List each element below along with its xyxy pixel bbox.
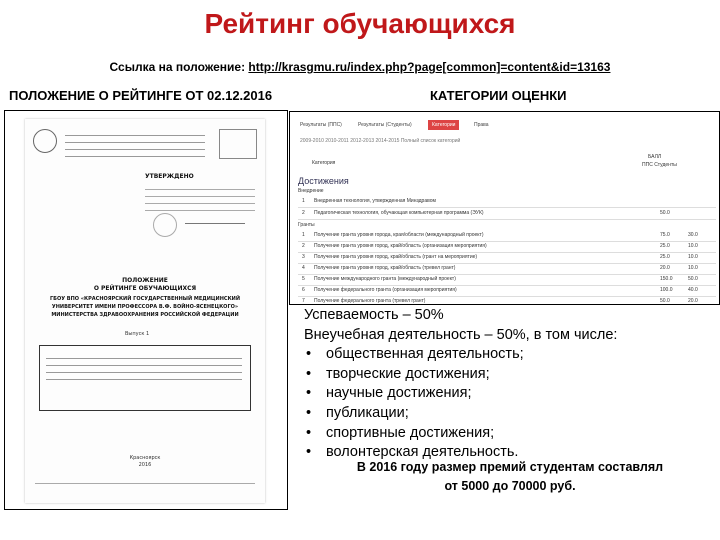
doc-issue: Выпуск 1: [125, 331, 150, 337]
bonus-note: [300, 458, 720, 496]
list-item: • спортивные достижения;: [304, 424, 714, 444]
tab-results-staff: Результаты (ППС): [300, 122, 342, 128]
col-category: Категория: [312, 160, 336, 166]
doc-header-text: [65, 129, 205, 157]
criteria-text: [304, 306, 714, 463]
list-item: • научные достижения;: [304, 384, 714, 404]
tab-rights: Права: [474, 122, 489, 128]
list-item: • волонтерская деятельность.: [304, 443, 714, 463]
doc-info-box: [39, 345, 251, 411]
group-implementation: Внедрение: [298, 188, 324, 194]
list-item: • публикации;: [304, 404, 714, 424]
university-logo-icon: [33, 129, 57, 153]
table-row: 1 Получение гранта уровня города, края/области (международный проект) 75.0 30.0: [298, 230, 716, 242]
col-score: БАЛЛ: [648, 154, 662, 160]
approved-text: [145, 183, 255, 211]
signature-line: [185, 223, 245, 224]
table-row: 1 Внедренная технология, утвержденная Минздравом: [298, 196, 716, 208]
doc-year: 2016: [138, 462, 152, 468]
stamp-icon: [153, 213, 177, 237]
activity-list: [304, 345, 714, 463]
link-prefix: Ссылка на положение:: [109, 60, 249, 74]
approved-label: УТВЕРЖДЕНО: [145, 173, 194, 180]
academic-weight: Успеваемость – 50%: [304, 307, 444, 323]
list-item: • творческие достижения;: [304, 365, 714, 385]
table-row: 2 Получение гранта уровня город, край/область (организация мероприятия) 25.0 10.0: [298, 241, 716, 253]
group-grants: Гранты: [298, 222, 315, 228]
table-row: 6 Получение федерального гранта (организация мероприятия) 100.0 40.0: [298, 285, 716, 297]
bonus-line-1: В 2016 году размер премий студентам составлял: [356, 460, 664, 474]
regulation-link-line: [0, 60, 720, 74]
doc-org-1: ГБОУ ВПО «КРАСНОЯРСКИЙ ГОСУДАРСТВЕННЫЙ МЕДИЦИНСКИЙ: [49, 296, 241, 302]
tab-categories: Категории: [428, 120, 459, 130]
regulation-link[interactable]: http://krasgmu.ru/index.php?page[common]=content&id=13163: [248, 60, 611, 74]
year-links: 2009-2010 2010-2011 2012-2013 2014-2015 Полный список категорий: [300, 138, 461, 144]
table-row: 2 Педагогическая технология, обучающая компьютерная программа (ЭУК) 50.0: [298, 208, 716, 220]
doc-org-2: УНИВЕРСИТЕТ ИМЕНИ ПРОФЕССОРА В.Ф. ВОЙНО-ЯСЕНЕЦКОГО»: [51, 304, 239, 310]
col-sub: ППС Студенты: [642, 162, 677, 168]
page-title: Рейтинг обучающихся: [204, 8, 516, 39]
right-header: КАТЕГОРИИ ОЦЕНКИ: [430, 88, 567, 103]
document-page: [25, 119, 265, 503]
regulation-document-image: [4, 110, 288, 510]
doc-title-2: О РЕЙТИНГЕ ОБУЧАЮЩИХСЯ: [93, 285, 197, 292]
bonus-line-2: от 5000 до 70000 руб.: [444, 479, 576, 493]
doc-city: Красноярск: [129, 455, 161, 461]
doc-org-3: МИНИСТЕРСТВА ЗДРАВООХРАНЕНИЯ РОССИЙСКОЙ ФЕДЕРАЦИИ: [51, 312, 239, 318]
table-row: 3 Получение гранта уровня город, край/область (грант на мероприятие) 25.0 10.0: [298, 252, 716, 264]
left-header: ПОЛОЖЕНИЕ О РЕЙТИНГЕ ОТ 02.12.2016: [9, 88, 273, 103]
table-row: 5 Получение международного гранта (международный проект) 150.0 50.0: [298, 274, 716, 286]
table-row: 4 Получение гранта уровня город, край/область (тревел грант) 20.0 10.0: [298, 263, 716, 275]
categories-screenshot: [289, 111, 720, 305]
doc-footer-line: [35, 483, 255, 484]
extracurricular-weight: Внеучебная деятельность – 50%, в том числе:: [304, 326, 618, 343]
section-title: Достижения: [298, 176, 349, 186]
tab-results-students: Результаты (Студенты): [358, 122, 412, 128]
list-item: • общественная деятельность;: [304, 345, 714, 365]
doc-code-box: [219, 129, 257, 159]
doc-title-1: ПОЛОЖЕНИЕ: [122, 277, 168, 284]
table-row: 7 Получение федерального гранта (тревел грант) 50.0 20.0: [298, 296, 716, 305]
